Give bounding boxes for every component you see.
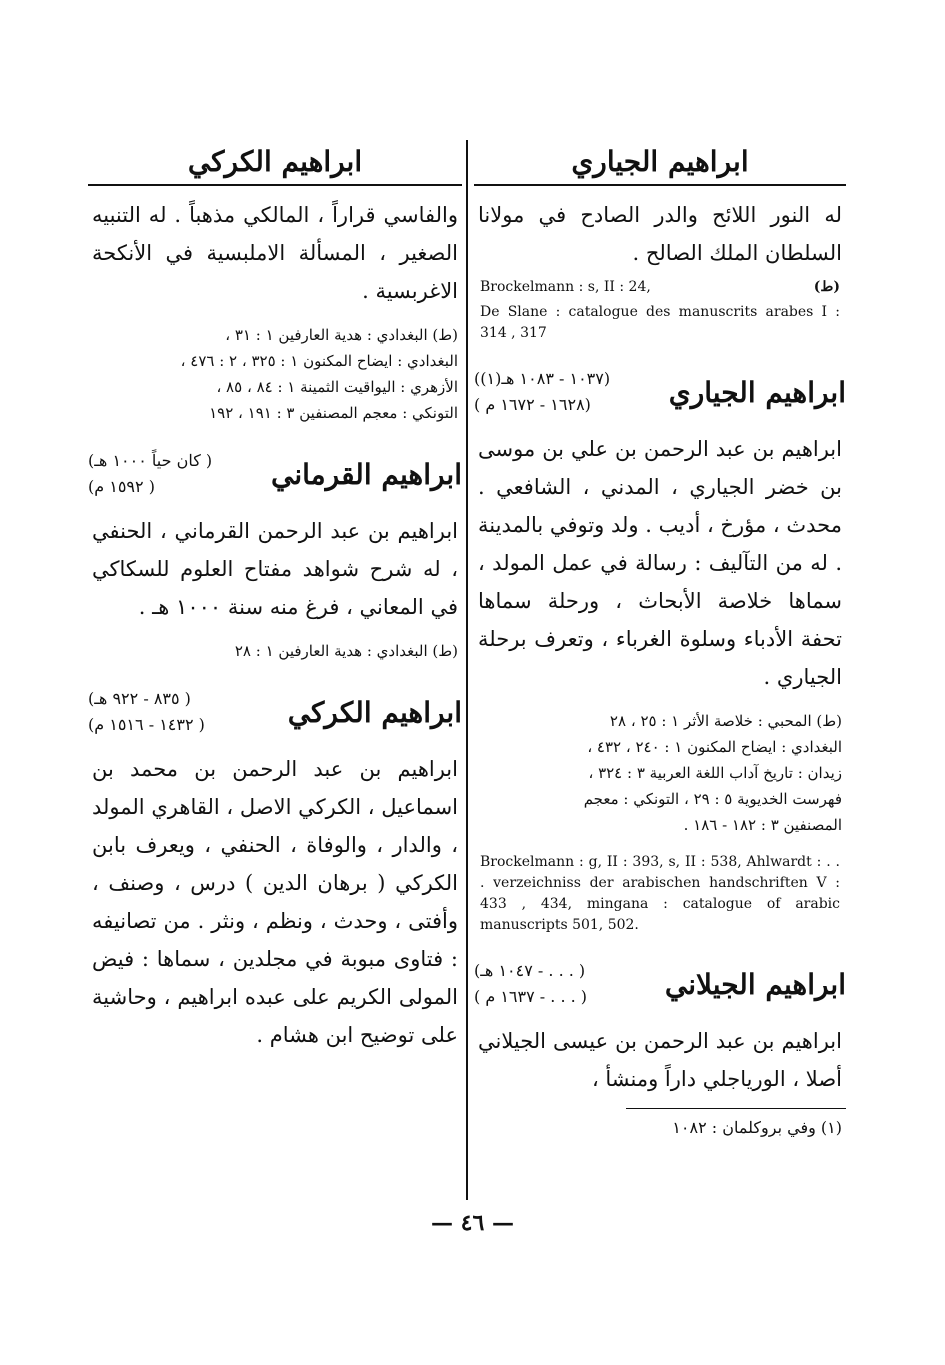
entry-body-jiyari: ابراهيم بن عبد الرحمن بن علي بن موسى بن خضر الجياري ، المدني ، الشافعي . محدث ، مؤرخ ، أديب . ولد وتوفي بالمدينة . له من التآليف : رسالة في عمل المولد ، سماها خلاصة الأبحاث ، ورحلة سماها تحفة الأدباء وسلوة الغرباء ، وتعرف برحلة الجياري .: [478, 437, 842, 689]
ref-line: المصنفين ٣ : ١٨٢ - ١٨٦ .: [683, 816, 842, 834]
entry-dates-hijri: ( كان حياً ١٠٠٠ هـ): [88, 451, 213, 470]
column-divider: [466, 140, 468, 1200]
left-column-title: ابراهيم الكركي: [88, 140, 462, 186]
entry-dates-hijri: ( ٨٣٥ - ٩٢٢ هـ): [88, 689, 191, 708]
page-number: — ٤٦ —: [431, 1210, 514, 1236]
entry-dates-karaki: [88, 686, 205, 738]
left-intro-refs: [88, 322, 462, 426]
entry-header-qarmani: [88, 444, 462, 504]
entry-dates-jilani: [474, 958, 587, 1010]
entry-header-jiyari: [474, 362, 846, 422]
right-ref-latin-2: De Slane : catalogue des manuscrits arabes I : 314 , 317: [480, 304, 840, 341]
ref-line: البغدادي : ايضاح المكنون ١ : ٣٢٥ ، ٢ : ٤٧٦ ،: [180, 352, 458, 370]
entry-dates-qarmani: [88, 448, 212, 500]
entry-dates-hijri: (١٠٣٧ - ١٠٨٣ هـ(١)): [474, 369, 611, 388]
ref-line: (ط) البغدادي : هدية العارفين ١ : ٢٨: [234, 642, 458, 660]
entry-header-karaki: [88, 682, 462, 742]
ref-line: فهرست الخديوية ٥ : ٢٩ ، التونكي : معجم: [583, 790, 842, 808]
left-intro-text: والفاسي قراراً ، المالكي مذهباً . له التنبيه الصغير ، المسألة الاملبسية في الأنكحة الاغربسية .: [92, 203, 458, 303]
entry-dates-miladi: (١٦٢٨ - ١٦٧٢ م ): [474, 395, 591, 414]
entry-body-karaki: ابراهيم بن عبد الرحمن بن محمد بن اسماعيل ، الكركي الاصل ، القاهري المولد ، والدار ، والوفاة ، الحنفي ، ويعرف بابن الكركي ( برهان الدين ) درس ، وصنف ، وأفتى ، وحدث ، ونظم ، ونثر . من تصانيفه : فتاوى مبوبة في مجلدين ، سماها : فيض المولى الكريم على عبده ابراهيم ، وحاشية على توضيح ابن هشام .: [92, 757, 458, 1047]
right-ref-marker: (ط): [813, 279, 840, 295]
ref-line: (ط) المحبي : خلاصة الأثر ١ : ٢٥ ، ٢٨: [609, 712, 842, 730]
footnote: (١) وفي بروكلمان : ١٠٨٢: [672, 1118, 842, 1137]
ref-line: البغدادي : ايضاح المكنون ١ : ٢٤٠ ، ٤٣٢ ،: [587, 738, 842, 756]
footnote-rule: [626, 1108, 846, 1109]
entry-name-jilani: ابراهيم الجيلاني: [664, 967, 846, 1001]
right-intro-text: له النور اللائح والدر الصادح في مولانا السلطان الملك الصالح .: [478, 203, 842, 265]
ref-line: التونكي : معجم المصنفين ٣ : ١٩١ ، ١٩٢: [209, 404, 458, 422]
right-ref-latin-1: Brockelmann : s, II : 24,: [480, 279, 651, 295]
entry-dates-jiyari: [474, 366, 610, 418]
left-column: [88, 140, 462, 1054]
ref-line: (ط) البغدادي : هدية العارفين ١ : ٣١ ،: [225, 326, 458, 344]
entry-name-karaki: ابراهيم الكركي: [287, 695, 462, 729]
entry-refs-qarmani: [88, 638, 462, 664]
entry-name-qarmani: ابراهيم القرماني: [271, 457, 462, 491]
entry-dates-miladi: ( ١٤٣٢ - ١٥١٦ م): [88, 715, 205, 734]
entry-dates-miladi: ( ١٥٩٢ م): [88, 477, 155, 496]
entry-dates-miladi: ( . . . - ١٦٣٧ م ): [474, 987, 588, 1006]
entry-body-qarmani: ابراهيم بن عبد الرحمن القرماني ، الحنفي ، له شرح شواهد مفتاح العلوم للسكاكي في المعاني ، فرغ منه سنة ١٠٠٠ هـ .: [92, 519, 458, 619]
ref-line: زيدان : تاريخ آداب اللغة العربية ٣ : ٣٢٤ ،: [588, 764, 842, 782]
right-column-title: ابراهيم الجياري: [474, 140, 846, 186]
entry-dates-hijri: ( . . . - ١٠٤٧ هـ): [474, 961, 586, 980]
entry-latin-refs-jiyari: Brockelmann : g, II : 393, s, II : 538, Ahlwardt : . . . verzeichniss der arabischen handschriften V : 433 , 434, mingana : catalogue of arabic manuscripts 501, 502.: [480, 854, 840, 933]
ref-line: الأزهري : اليواقيت الثمينة ١ : ٨٤ ، ٨٥ ،: [216, 378, 458, 396]
entry-refs-jiyari: [474, 708, 846, 838]
entry-header-jilani: [474, 954, 846, 1014]
entry-name-jiyari: ابراهيم الجياري: [668, 375, 846, 409]
entry-body-jilani: ابراهيم بن عبد الرحمن بن عيسى الجيلاني أصلا ، الورياجلي داراً ومنشأ ،: [478, 1029, 842, 1091]
right-column: [474, 140, 846, 1141]
right-ref-latin-row: [480, 276, 840, 298]
